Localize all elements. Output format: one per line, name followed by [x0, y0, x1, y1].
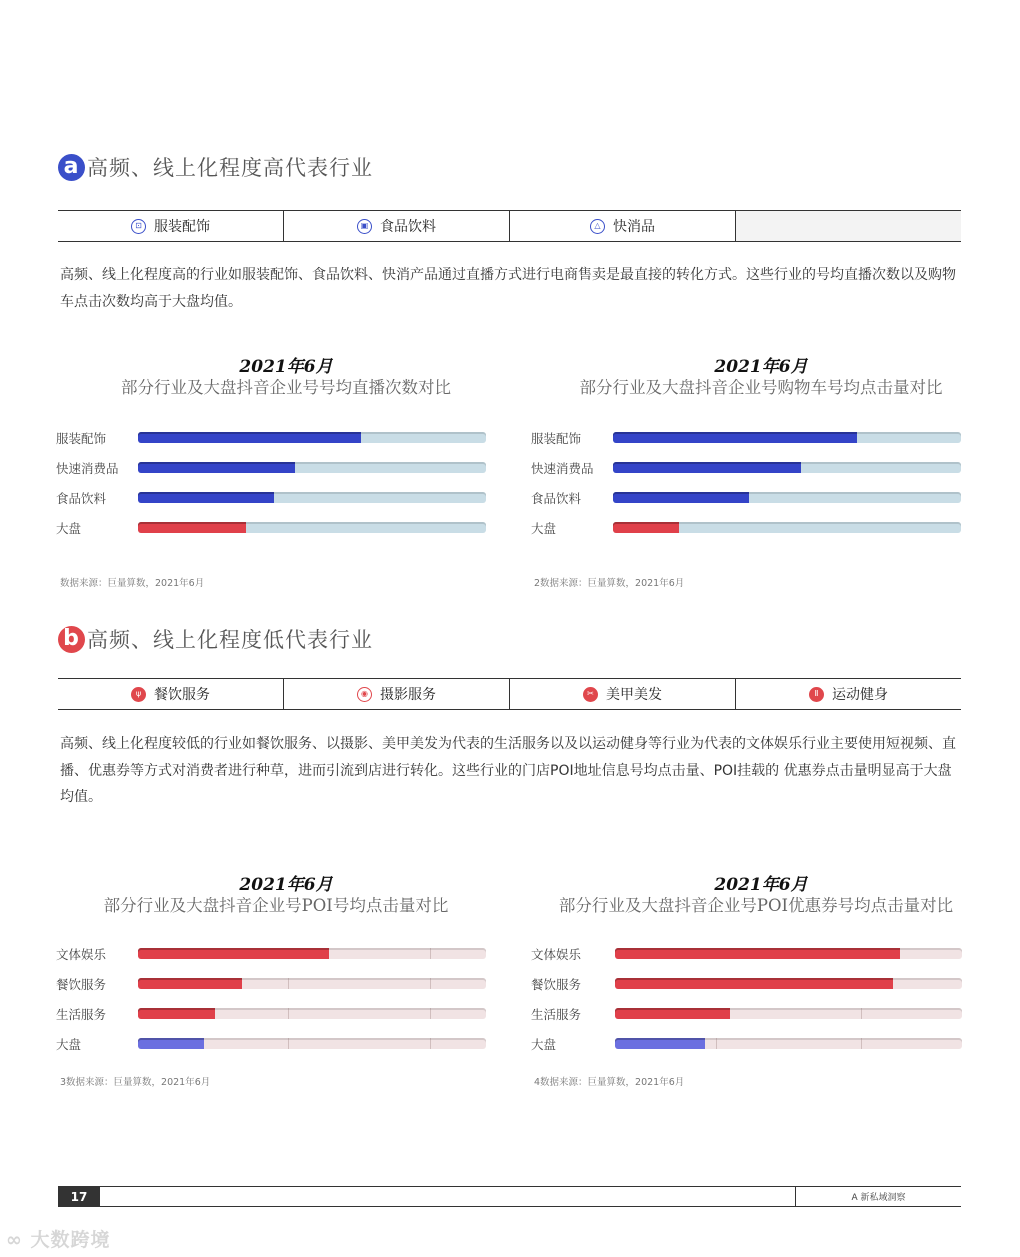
chart-date: 2021年6月: [239, 875, 333, 895]
tab-label: 餐饮服务: [154, 687, 210, 703]
grid-tick: [430, 948, 431, 959]
tab-fitness[interactable]: [736, 679, 961, 709]
bar-fill: [138, 462, 295, 473]
clothing-icon: ⊡: [131, 219, 146, 234]
tab-photography[interactable]: [284, 679, 510, 709]
bar-label: 大盘: [56, 1037, 82, 1052]
tab-label: 美甲美发: [606, 687, 662, 703]
page-footer: [58, 1186, 961, 1207]
bar-track: [613, 462, 961, 473]
bar-track: [613, 492, 961, 503]
bar-fill: [613, 432, 857, 443]
bar-track: [615, 948, 962, 959]
bar-label: 文体娱乐: [56, 947, 107, 962]
section-a-title: [58, 152, 373, 182]
shopping-bag-icon: △: [590, 219, 605, 234]
chart-cart-clicks: [531, 352, 971, 602]
section-b-paragraph: 高频、线上化程度较低的行业如餐饮服务、以摄影、美甲美发为代表的生活服务以及以运动健身等行业为代表的文体娱乐行业主要使用短视频、直播、优惠券等方式对消费者进行种草，进而引流到店进行转化。这些行业的门店POI地址信息号均点击量、POI挂载的 优惠券点击量明显高于大盘均值。: [60, 736, 956, 805]
bar-row: [56, 462, 496, 476]
bar-fill: [138, 1038, 204, 1049]
bar-row: [531, 1008, 971, 1022]
bar-row: [56, 492, 496, 506]
bar-label: 大盘: [531, 1037, 557, 1052]
section-b-title-text: 高频、线上化程度低代表行业: [87, 628, 373, 652]
bar-label: 文体娱乐: [531, 947, 582, 962]
section-a-badge: a: [58, 154, 85, 181]
restaurant-icon: ψ: [131, 687, 146, 702]
bar-track: [138, 522, 486, 533]
bar-track: [138, 1038, 486, 1049]
bar-row: [56, 1038, 496, 1052]
chart-date: 2021年6月: [714, 357, 808, 377]
bar-fill: [615, 948, 900, 959]
beauty-icon: ✂: [583, 687, 598, 702]
bar-label: 快速消费品: [56, 461, 119, 476]
bar-fill: [138, 1008, 215, 1019]
bar-label: 服装配饰: [531, 431, 582, 446]
grid-tick: [430, 978, 431, 989]
watermark-logo: ∞ 大数跨境: [6, 1229, 111, 1251]
bar-label: 大盘: [56, 521, 82, 536]
grid-tick: [430, 1008, 431, 1019]
bar-label: 快速消费品: [531, 461, 594, 476]
bar-row: [531, 522, 971, 536]
bar-track: [615, 978, 962, 989]
tab-beauty[interactable]: [510, 679, 736, 709]
chart-date: 2021年6月: [714, 875, 808, 895]
bar-fill: [138, 948, 329, 959]
chart-source: 4数据来源：巨量算数，2021年6月: [534, 1077, 685, 1088]
grid-tick: [430, 1038, 431, 1049]
bar-row: [56, 948, 496, 962]
bar-label: 生活服务: [531, 1007, 582, 1022]
bar-label: 食品饮料: [531, 491, 582, 506]
bar-fill: [613, 522, 679, 533]
bar-fill: [138, 432, 361, 443]
tab-label: 服装配饰: [154, 219, 210, 235]
bar-track: [613, 522, 961, 533]
bar-row: [56, 522, 496, 536]
grid-tick: [288, 978, 289, 989]
bar-row: [531, 432, 971, 446]
section-a-paragraph: 高频、线上化程度高的行业如服装配饰、食品饮料、快消产品通过直播方式进行电商售卖是最直接的转化方式。这些行业的号均直播次数以及购物车点击次数均高于大盘均值。: [60, 267, 956, 310]
bar-fill: [138, 492, 274, 503]
bar-label: 餐饮服务: [56, 977, 107, 992]
bar-row: [531, 462, 971, 476]
chart-source: 2数据来源：巨量算数，2021年6月: [534, 578, 685, 589]
food-drink-icon: ▣: [357, 219, 372, 234]
tab-label: 食品饮料: [380, 219, 436, 235]
bar-track: [138, 492, 486, 503]
bar-label: 食品饮料: [56, 491, 107, 506]
grid-tick: [288, 1008, 289, 1019]
footer-section-label: A 新私域洞察: [851, 1193, 906, 1203]
grid-tick: [288, 1038, 289, 1049]
bar-fill: [615, 1008, 730, 1019]
tab-label: 运动健身: [832, 687, 888, 703]
bar-label: 餐饮服务: [531, 977, 582, 992]
bar-row: [531, 948, 971, 962]
section-b-badge: b: [58, 626, 85, 653]
bar-fill: [615, 1038, 705, 1049]
bar-fill: [615, 978, 893, 989]
grid-tick: [861, 1038, 862, 1049]
page-number: 17: [58, 1187, 100, 1206]
bar-track: [615, 1038, 962, 1049]
dumbbell-icon: Ⅱ: [809, 687, 824, 702]
chart-poi-coupon-clicks: [531, 870, 971, 1110]
chart-poi-clicks: [56, 870, 496, 1110]
bar-row: [531, 492, 971, 506]
grid-tick: [716, 1038, 717, 1049]
section-b-tabs: [58, 678, 961, 710]
bar-row: [56, 978, 496, 992]
chart-date: 2021年6月: [239, 357, 333, 377]
bar-track: [615, 1008, 962, 1019]
section-a-tabs: [58, 210, 961, 242]
bar-track: [138, 432, 486, 443]
section-a-title-text: 高频、线上化程度高代表行业: [87, 156, 373, 180]
bar-track: [613, 432, 961, 443]
tab-restaurant[interactable]: [58, 679, 284, 709]
bar-fill: [613, 492, 749, 503]
grid-tick: [861, 1008, 862, 1019]
chart-title: 部分行业及大盘抖音企业号购物车号均点击量对比: [579, 378, 943, 397]
bar-row: [531, 1038, 971, 1052]
chart-source: 3数据来源：巨量算数，2021年6月: [60, 1077, 211, 1088]
bar-track: [138, 1008, 486, 1019]
bar-label: 服装配饰: [56, 431, 107, 446]
chart-title: 部分行业及大盘抖音企业号号均直播次数对比: [121, 378, 451, 397]
footer-spacer: [100, 1187, 796, 1206]
tab-fmcg[interactable]: [510, 211, 736, 241]
tab-label: 快消品: [613, 219, 655, 235]
bar-label: 生活服务: [56, 1007, 107, 1022]
tab-label: 摄影服务: [380, 687, 436, 703]
bar-row: [531, 978, 971, 992]
chart-title: 部分行业及大盘抖音企业号POI号均点击量对比: [103, 896, 449, 915]
tab-empty: [736, 211, 961, 241]
chart-title: 部分行业及大盘抖音企业号POI优惠券号均点击量对比: [558, 896, 954, 915]
bar-track: [138, 978, 486, 989]
bar-track: [138, 462, 486, 473]
bar-label: 大盘: [531, 521, 557, 536]
bar-fill: [138, 978, 242, 989]
bar-row: [56, 432, 496, 446]
chart-livestream-count: [56, 352, 496, 602]
tab-clothing[interactable]: [58, 211, 284, 241]
bar-fill: [613, 462, 801, 473]
bar-fill: [138, 522, 246, 533]
camera-icon: ◉: [357, 687, 372, 702]
chart-source: 数据来源：巨量算数，2021年6月: [60, 578, 205, 589]
bar-track: [138, 948, 486, 959]
bar-row: [56, 1008, 496, 1022]
tab-food-drink[interactable]: [284, 211, 510, 241]
section-b-title: [58, 624, 373, 654]
